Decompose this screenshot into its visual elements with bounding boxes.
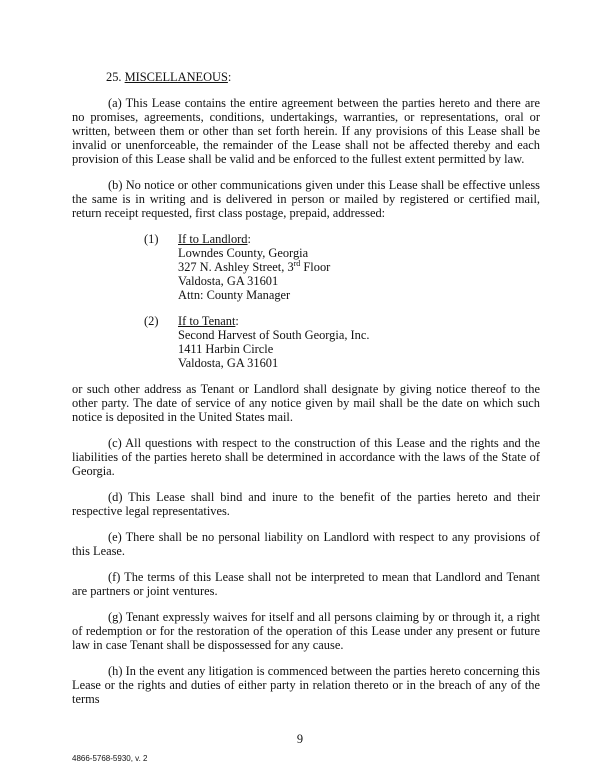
paragraph-c: (c) All questions with respect to the construction of this Lease and the rights and the liabilities of the parties hereto shall be determined in accordance with the laws of the State of Georgia. xyxy=(72,436,540,478)
ordinal-suffix: rd xyxy=(293,258,301,268)
landlord-label: If to Landlord xyxy=(178,232,248,246)
paragraph-h: (h) In the event any litigation is commenced between the parties hereto concerning this Lease or the rights and duties of either party in relation thereto or in the breach of any of the terms xyxy=(72,664,540,706)
colon: : xyxy=(247,232,251,246)
paragraph-a: (a) This Lease contains the entire agreement between the parties hereto and there are no promises, agreements, conditions, undertakings, warranties, or representations, oral or written, between them or other than set forth herein. If any provisions of this Lease shall be invalid or unenforceable, the remainder of the Lease shall not be affected thereby and each provision of this Lease shall be valid and be enforced to the fullest extent permitted by law. xyxy=(72,96,540,166)
tenant-label: If to Tenant xyxy=(178,314,236,328)
section-heading xyxy=(106,70,540,84)
paragraph-b-continued: or such other address as Tenant or Landlord shall designate by giving notice thereof to the other party. The date of service of any notice given by mail shall be the date on which such notice is deposited in the United States mail. xyxy=(72,382,540,424)
paragraph-b: (b) No notice or other communications given under this Lease shall be effective unless the same is in writing and is delivered in person or mailed by registered or certified mail, return receipt requested, first class postage, prepaid, addressed: xyxy=(72,178,540,220)
address-line: Lowndes County, Georgia xyxy=(178,246,309,260)
colon: : xyxy=(235,314,239,328)
page-number: 9 xyxy=(296,732,304,746)
colon: : xyxy=(227,70,232,84)
address-line: 1411 Harbin Circle xyxy=(178,342,274,356)
item-number: (1) xyxy=(144,232,159,246)
address-line: Attn: County Manager xyxy=(178,288,291,302)
floor: Floor xyxy=(300,260,331,274)
address-line: Valdosta, GA 31601 xyxy=(178,274,279,288)
paragraph-d: (d) This Lease shall bind and inure to the benefit of the parties hereto and their respective legal representatives. xyxy=(72,490,540,518)
item-number: (2) xyxy=(144,314,159,328)
section-number: 25. xyxy=(106,70,122,84)
landlord-address xyxy=(144,232,540,302)
paragraph-f: (f) The terms of this Lease shall not be interpreted to mean that Landlord and Tenant are partners or joint ventures. xyxy=(72,570,540,598)
paragraph-g: (g) Tenant expressly waives for itself and all persons claiming by or through it, a right of redemption or for the restoration of the operation of this Lease under any present or future law in case Tenant shall be dispossessed for any cause. xyxy=(72,610,540,652)
document-body xyxy=(72,70,540,718)
paragraph-e: (e) There shall be no personal liability on Landlord with respect to any provisions of this Lease. xyxy=(72,530,540,558)
document-id: 4866-5768-5930, v. 2 xyxy=(72,754,148,763)
section-title: MISCELLANEOUS xyxy=(124,70,228,84)
address-line xyxy=(178,260,330,274)
street: 327 N. Ashley Street, 3 xyxy=(178,260,294,274)
tenant-address xyxy=(144,314,540,370)
address-line: Second Harvest of South Georgia, Inc. xyxy=(178,328,370,342)
address-line: Valdosta, GA 31601 xyxy=(178,356,279,370)
